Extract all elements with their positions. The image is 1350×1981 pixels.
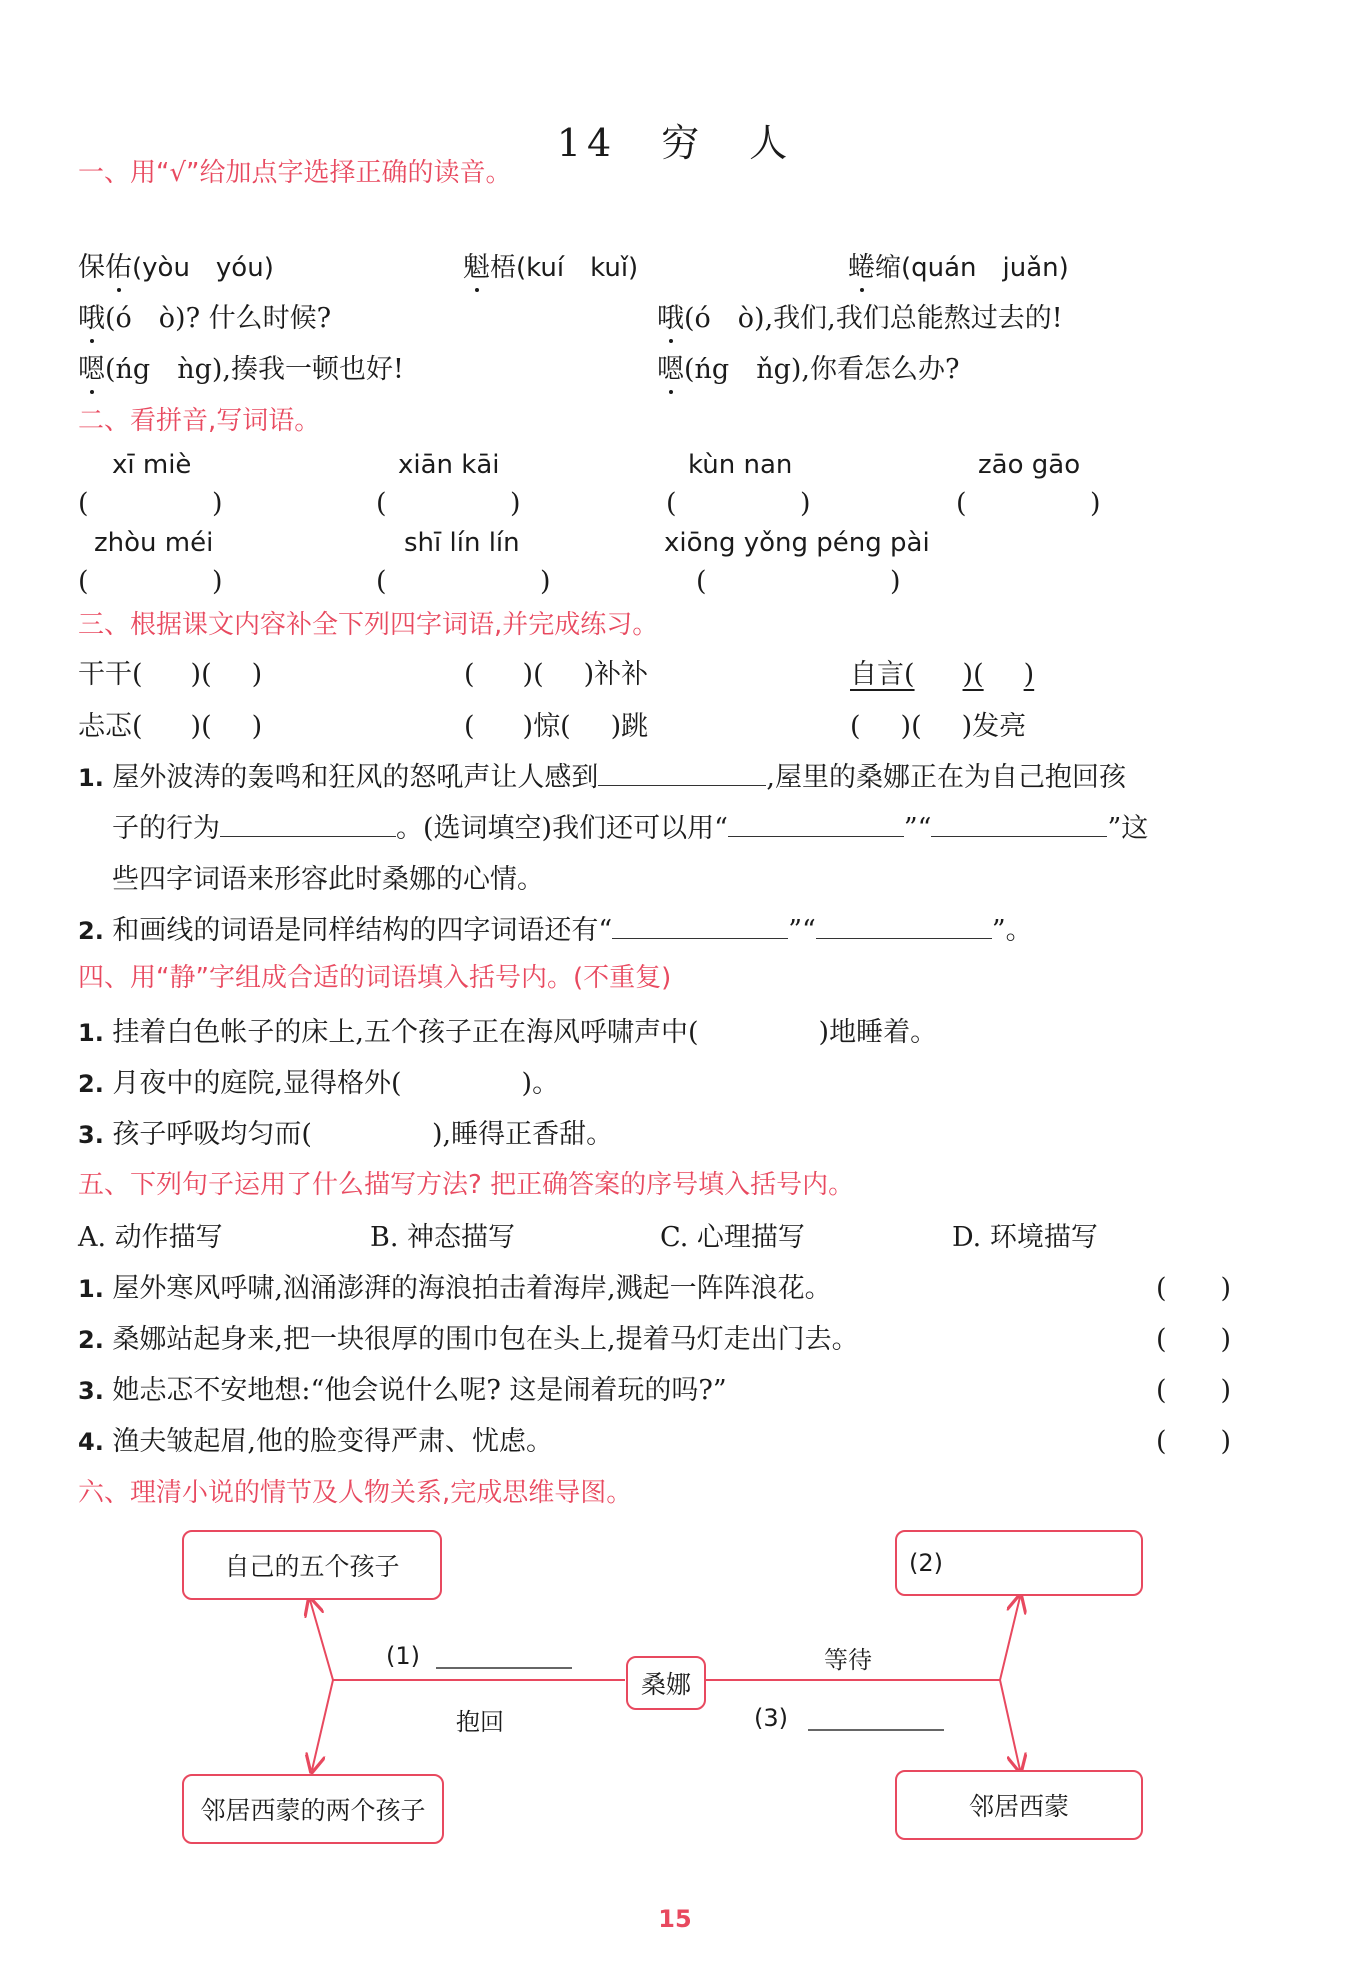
answer-paren-close: ) <box>540 566 551 597</box>
mind-map-node-neighbor: 邻居西蒙 <box>895 1770 1143 1840</box>
pinyin-label: xiān kāi <box>398 450 500 480</box>
idiom-blank: 干干( )( ) <box>78 659 263 690</box>
answer-paren-open: ( <box>696 566 707 597</box>
section-4-heading: 四、用“静”字组成合适的词语填入括号内。(不重复) <box>78 963 672 993</box>
answer-paren[interactable]: ( ) <box>1156 1324 1232 1355</box>
s1-item: 嗯(ńg ňg),你看怎么办? <box>657 347 959 386</box>
idiom-blank: ( )惊( )跳 <box>464 711 649 742</box>
answer-paren-close: ) <box>800 488 811 519</box>
pinyin-label: xī miè <box>112 450 192 480</box>
question-line: 3. 孩子呼吸均匀而( ),睡得正香甜。 <box>78 1119 614 1150</box>
answer-paren-open: ( <box>666 488 677 519</box>
answer-paren-close: ) <box>1090 488 1101 519</box>
pinyin-label: shī lín lín <box>404 528 520 558</box>
answer-paren-close: ) <box>212 566 223 597</box>
section-3-heading: 三、根据课文内容补全下列四字词语,并完成练习。 <box>78 610 659 640</box>
question-line: 1. 屋外波涛的轰鸣和狂风的怒吼声让人感到 ,屋里的桑娜正在为自己抱回孩 <box>78 755 1126 794</box>
mind-map-node-own-children: 自己的五个孩子 <box>182 1530 442 1600</box>
s1-item: 蜷缩(quán juǎn) <box>848 245 1069 284</box>
mind-map-edge-wait: 等待 <box>824 1646 872 1674</box>
s1-item: 嗯(ńg ǹg),揍我一顿也好! <box>78 347 404 386</box>
question-line: 1. 屋外寒风呼啸,汹涌澎湃的海浪拍击着海岸,溅起一阵阵浪花。 <box>78 1273 832 1304</box>
answer-paren-open: ( <box>78 566 89 597</box>
question-line: 1. 挂着白色帐子的床上,五个孩子正在海风呼啸声中( )地睡着。 <box>78 1017 938 1048</box>
pinyin-label: kùn nan <box>688 450 793 480</box>
answer-paren-open: ( <box>78 488 89 519</box>
mind-map-node-center: 桑娜 <box>626 1656 706 1710</box>
answer-paren-open: ( <box>376 488 387 519</box>
section-1-heading: 一、用“√”给加点字选择正确的读音。 <box>78 158 512 188</box>
s1-item: 魁梧(kuí kuǐ) <box>463 245 638 284</box>
mind-map-node-blank-2[interactable]: (2) <box>895 1530 1143 1596</box>
answer-paren-close: ) <box>890 566 901 597</box>
question-line: 2. 和画线的词语是同样结构的四字词语还有“ ”“ ”。 <box>78 908 1033 947</box>
idiom-blank: ( )( )发亮 <box>850 711 1027 742</box>
section-5-heading: 五、下列句子运用了什么描写方法? 把正确答案的序号填入括号内。 <box>78 1170 855 1200</box>
option-b: B. 神态描写 <box>370 1222 516 1253</box>
mind-map-label-3: (3) <box>754 1704 788 1732</box>
section-2-heading: 二、看拼音,写词语。 <box>78 406 321 436</box>
option-c: C. 心理描写 <box>660 1222 805 1253</box>
pinyin-label: zāo gāo <box>978 450 1081 480</box>
mind-map-label-1: (1) <box>386 1642 420 1670</box>
s1-item: 哦(ó ò),我们,我们总能熬过去的! <box>657 296 1063 335</box>
mind-map-edge-hold-back: 抱回 <box>456 1708 504 1736</box>
answer-paren-close: ) <box>510 488 521 519</box>
section-6-heading: 六、理清小说的情节及人物关系,完成思维导图。 <box>78 1478 633 1508</box>
question-line: 4. 渔夫皱起眉,他的脸变得严肃、忧虑。 <box>78 1426 554 1457</box>
pinyin-label: zhòu méi <box>94 528 214 558</box>
pinyin-label: xiōng yǒng péng pài <box>664 528 930 558</box>
answer-paren[interactable]: ( ) <box>1156 1375 1232 1406</box>
mind-map-node-neighbor-children: 邻居西蒙的两个孩子 <box>182 1774 444 1844</box>
s1-item: 哦(ó ò)? 什么时候? <box>78 296 331 335</box>
answer-paren[interactable]: ( ) <box>1156 1426 1232 1457</box>
page-number: 15 <box>658 1905 692 1933</box>
question-line: 些四字词语来形容此时桑娜的心情。 <box>112 864 544 895</box>
idiom-blank: ( )( )补补 <box>464 659 649 690</box>
underlined-idiom: 自言( )( ) <box>850 659 1035 690</box>
answer-paren-open: ( <box>956 488 967 519</box>
answer-paren-open: ( <box>376 566 387 597</box>
answer-paren[interactable]: ( ) <box>1156 1273 1232 1304</box>
answer-paren-close: ) <box>212 488 223 519</box>
option-d: D. 环境描写 <box>952 1222 1098 1253</box>
idiom-blank: 忐忑( )( ) <box>78 711 263 742</box>
question-line: 3. 她忐忑不安地想:“他会说什么呢? 这是闹着玩的吗?” <box>78 1375 727 1406</box>
question-line: 2. 桑娜站起身来,把一块很厚的围巾包在头上,提着马灯走出门去。 <box>78 1324 859 1355</box>
question-line: 2. 月夜中的庭院,显得格外( )。 <box>78 1068 560 1099</box>
question-line: 子的行为 。(选词填空)我们还可以用“ ”“ ”这 <box>112 806 1148 845</box>
s1-item: 保佑(yòu yóu) <box>78 245 274 284</box>
option-a: A. 动作描写 <box>78 1222 223 1253</box>
page-title: 14 穷 人 <box>556 121 794 165</box>
